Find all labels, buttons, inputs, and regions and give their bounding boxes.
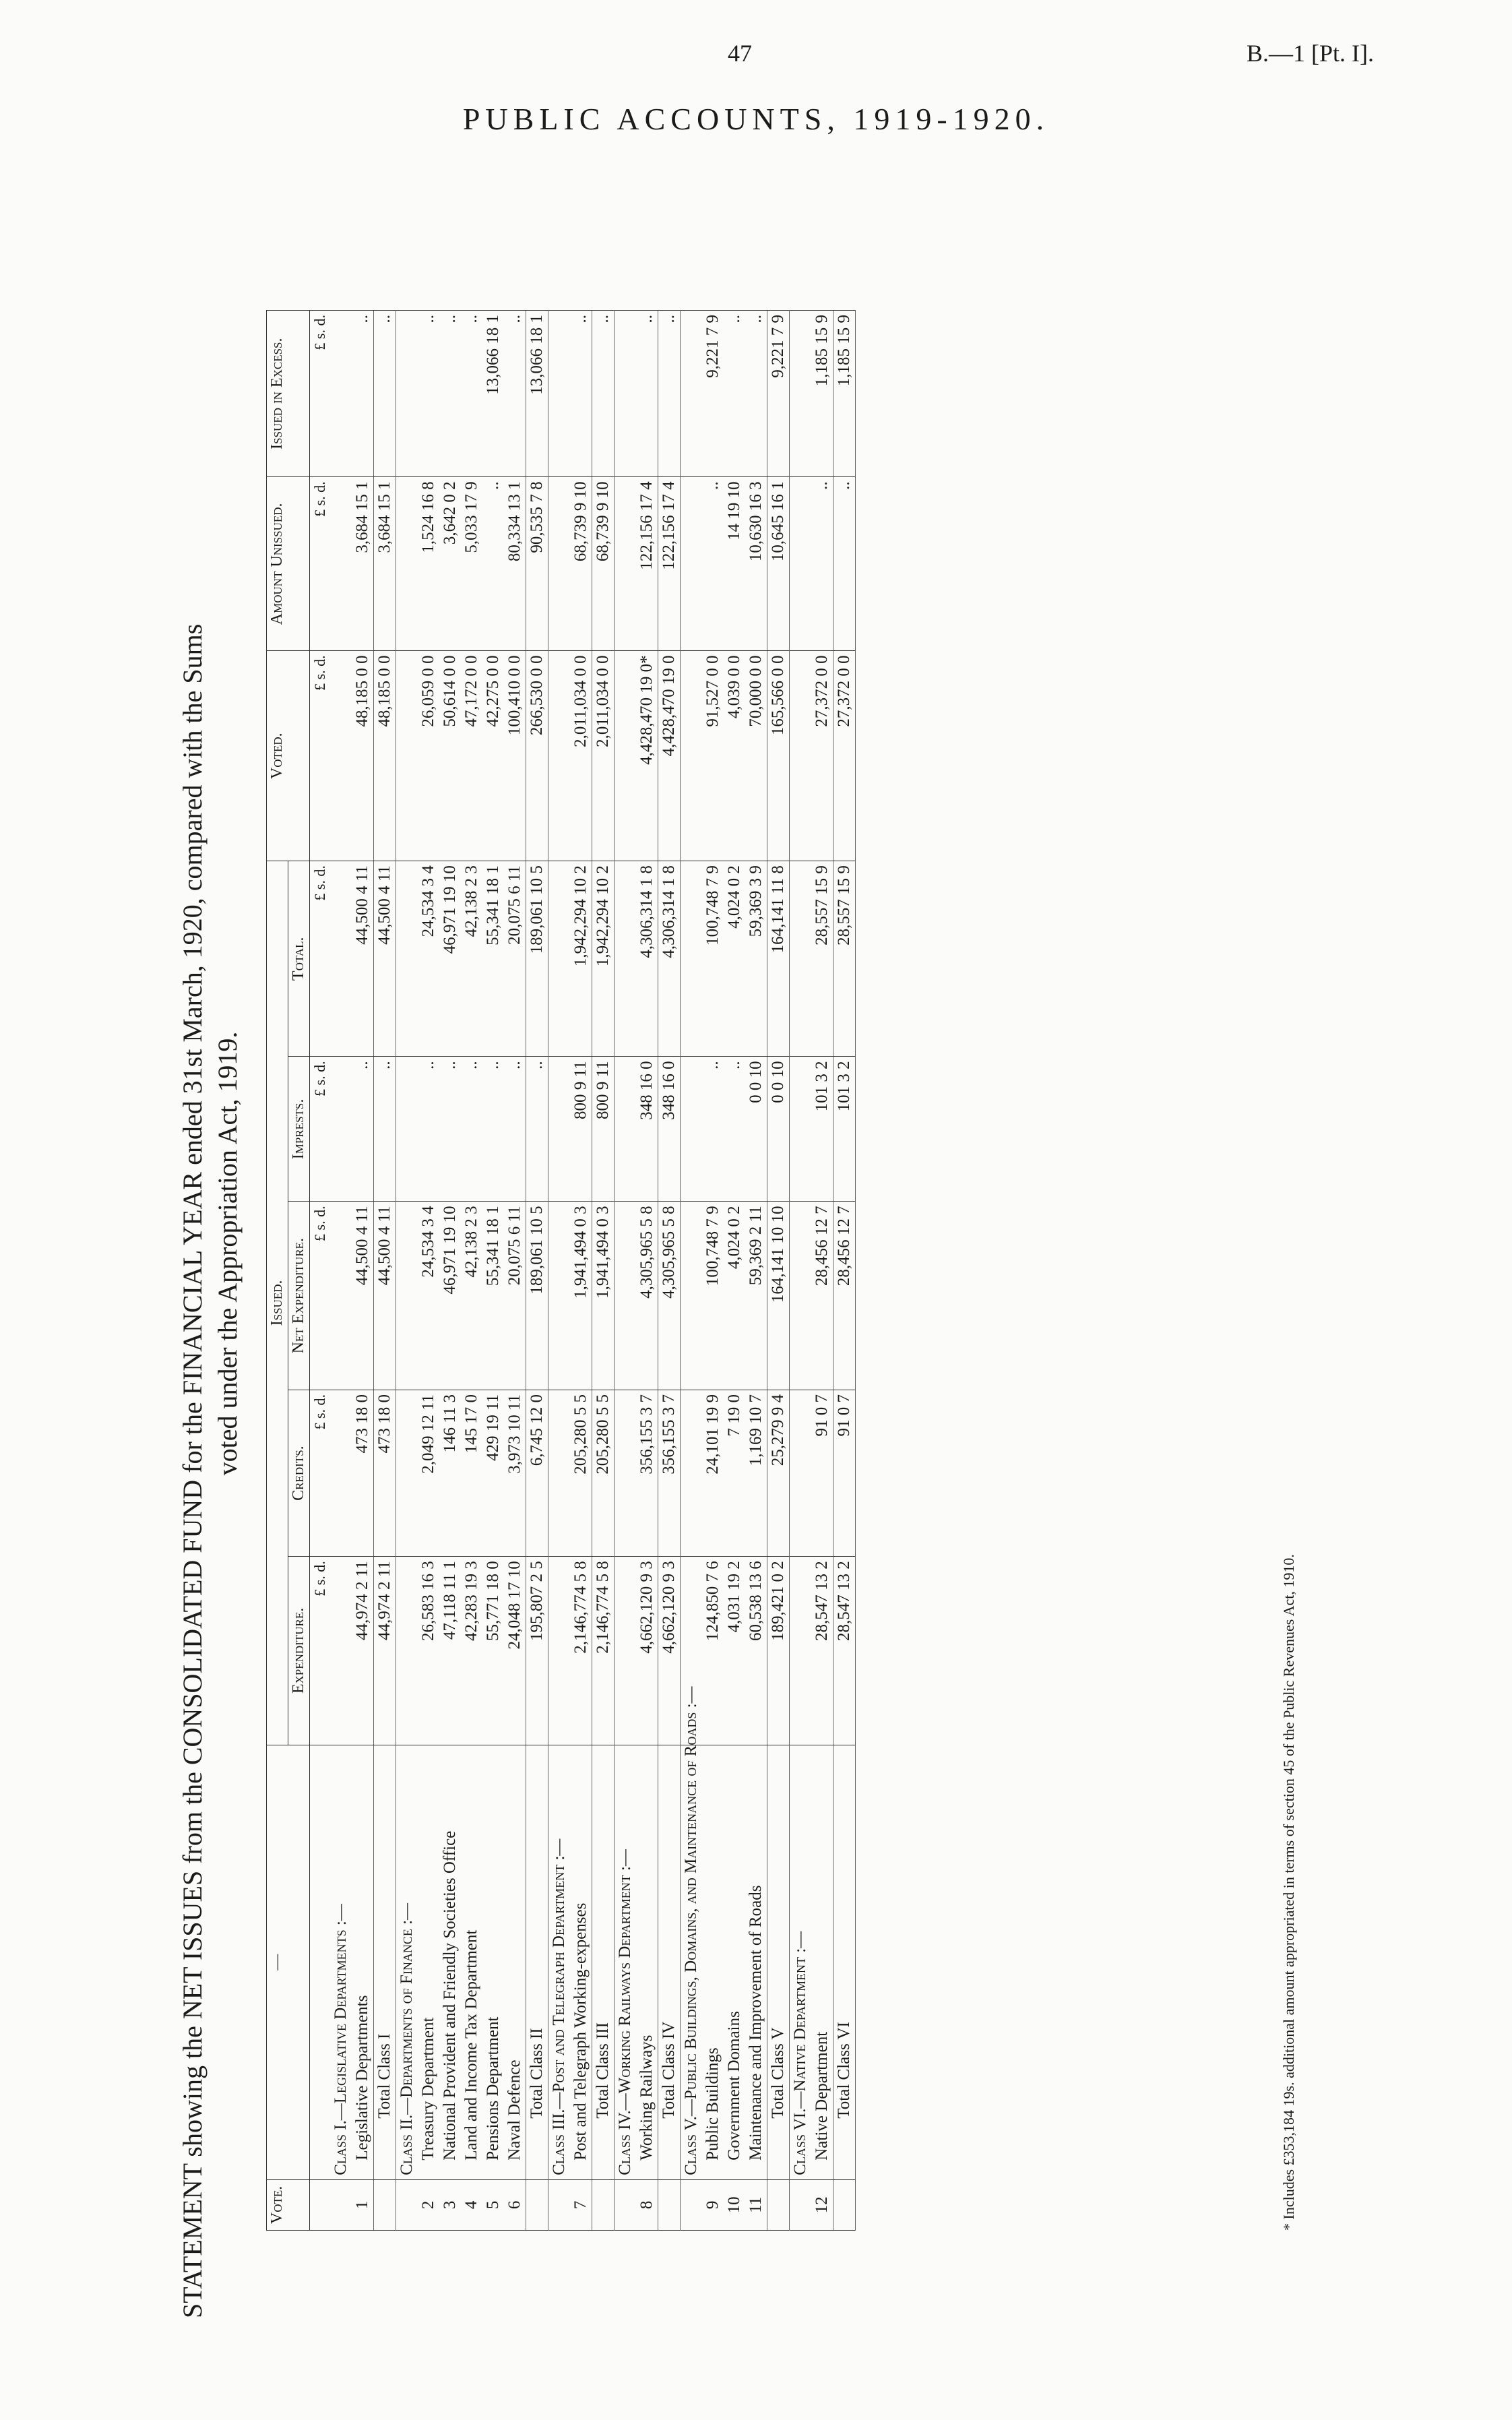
- col-issued: Issued.: [267, 861, 288, 1745]
- expenditure-cell: 4,031 19 2: [724, 1557, 745, 1745]
- imprests-cell: ..: [374, 1057, 396, 1202]
- expenditure-cell: 26,583 16 3: [418, 1557, 439, 1745]
- expenditure-cell: 4,662,120 9 3: [658, 1557, 681, 1745]
- total-cell: 46,971 19 10: [439, 861, 461, 1057]
- net-expenditure-cell: 28,456 12 7: [833, 1202, 856, 1390]
- vote-number: [658, 2179, 681, 2230]
- page-number: 47: [728, 40, 752, 67]
- empty-cell: [396, 311, 418, 477]
- voted-cell: 4,039 0 0: [724, 651, 745, 861]
- expenditure-cell: 47,118 11 1: [439, 1557, 461, 1745]
- expenditure-cell: 44,974 2 11: [374, 1557, 396, 1745]
- credits-cell: 356,155 3 7: [658, 1390, 681, 1556]
- credits-cell: 205,280 5 5: [570, 1390, 592, 1556]
- imprests-cell: 0 0 10: [767, 1057, 790, 1202]
- issued-in-excess-cell: ..: [724, 311, 745, 477]
- empty-cell: [396, 477, 418, 651]
- empty-cell: [681, 1390, 703, 1556]
- footnote: * Includes £353,184 19s. additional amount appropriated in terms of section 45 of the Public Revenues Act, 1910.: [1280, 1554, 1297, 2231]
- class-heading: Class V.—Public Buildings, Domains, and Maintenance of Roads :—: [681, 1745, 703, 2179]
- vote-row: [811, 311, 833, 2231]
- empty-cell: [681, 861, 703, 1057]
- total-cell: 55,341 18 1: [482, 861, 504, 1057]
- issued-in-excess-cell: ..: [504, 311, 526, 477]
- department-name: Post and Telegraph Working-expenses: [570, 1745, 592, 2179]
- amount-unissued-cell: ..: [482, 477, 504, 651]
- department-name: Treasury Department: [418, 1745, 439, 2179]
- total-cell: 4,306,314 1 8: [658, 861, 681, 1057]
- empty-cell: [615, 311, 637, 477]
- issued-in-excess-cell: 9,221 7 9: [767, 311, 790, 477]
- credits-cell: 473 18 0: [374, 1390, 396, 1556]
- col-total: Total.: [288, 861, 310, 1057]
- net-expenditure-cell: 55,341 18 1: [482, 1202, 504, 1390]
- amount-unissued-cell: 122,156 17 4: [636, 477, 658, 651]
- col-amount-unissued: Amount Unissued.: [267, 477, 310, 651]
- department-name: Land and Income Tax Department: [461, 1745, 482, 2179]
- class-heading: Class II.—Departments of Finance :—: [396, 1745, 418, 2179]
- department-name: Legislative Departments: [352, 1745, 374, 2179]
- empty-cell: [615, 861, 637, 1057]
- empty-cell: [330, 1390, 352, 1556]
- empty-cell: [681, 1202, 703, 1390]
- imprests-cell: ..: [724, 1057, 745, 1202]
- empty-cell: [330, 861, 352, 1057]
- empty-cell: [548, 1202, 571, 1390]
- issued-in-excess-cell: ..: [658, 311, 681, 477]
- class-heading-row: [681, 311, 703, 2231]
- total-label: Total Class III: [592, 1745, 615, 2179]
- amount-unissued-cell: 90,535 7 8: [526, 477, 548, 651]
- net-issues-table: [266, 310, 856, 2231]
- vote-cell: [396, 2179, 418, 2230]
- total-label: Total Class II: [526, 1745, 548, 2179]
- class-total-row: [592, 311, 615, 2231]
- issued-in-excess-cell: 13,066 18 1: [482, 311, 504, 477]
- vote-row: [352, 311, 374, 2231]
- voted-cell: 91,527 0 0: [702, 651, 724, 861]
- amount-unissued-cell: 1,524 16 8: [418, 477, 439, 651]
- amount-unissued-cell: 5,033 17 9: [461, 477, 482, 651]
- vote-number: 9: [702, 2179, 724, 2230]
- col-expenditure: Expenditure.: [288, 1557, 310, 1745]
- net-expenditure-cell: 100,748 7 9: [702, 1202, 724, 1390]
- department-name: Pensions Department: [482, 1745, 504, 2179]
- vote-number: [767, 2179, 790, 2230]
- amount-unissued-cell: 80,334 13 1: [504, 477, 526, 651]
- issued-in-excess-cell: ..: [745, 311, 767, 477]
- imprests-cell: 800 9 11: [570, 1057, 592, 1202]
- amount-unissued-cell: 3,684 15 1: [352, 477, 374, 651]
- issued-in-excess-cell: 1,185 15 9: [833, 311, 856, 477]
- statement-heading-line2: voted under the Appropriation Act, 1919.: [212, 1031, 243, 1476]
- class-heading: Class I.—Legislative Departments :—: [330, 1745, 352, 2179]
- class-total-row: [658, 311, 681, 2231]
- units-label: £ s. d.: [310, 651, 331, 861]
- department-name: Working Railways: [636, 1745, 658, 2179]
- statement-heading: [175, 189, 245, 2318]
- imprests-cell: ..: [526, 1057, 548, 1202]
- department-name: Maintenance and Improvement of Roads: [745, 1745, 767, 2179]
- total-cell: 1,942,294 10 2: [592, 861, 615, 1057]
- total-cell: 42,138 2 3: [461, 861, 482, 1057]
- credits-cell: 2,049 12 11: [418, 1390, 439, 1556]
- class-heading: Class VI.—Native Department :—: [790, 1745, 812, 2179]
- empty-cell: [548, 861, 571, 1057]
- imprests-cell: ..: [352, 1057, 374, 1202]
- voted-cell: 70,000 0 0: [745, 651, 767, 861]
- issued-in-excess-cell: ..: [439, 311, 461, 477]
- total-label: Total Class V: [767, 1745, 790, 2179]
- units-label: £ s. d.: [310, 477, 331, 651]
- vote-cell: [790, 2179, 812, 2230]
- class-total-row: [767, 311, 790, 2231]
- vote-number: 12: [811, 2179, 833, 2230]
- total-label: Total Class IV: [658, 1745, 681, 2179]
- total-cell: 4,024 0 2: [724, 861, 745, 1057]
- credits-cell: 6,745 12 0: [526, 1390, 548, 1556]
- amount-unissued-cell: 14 19 10: [724, 477, 745, 651]
- empty-cell: [396, 1057, 418, 1202]
- expenditure-cell: 55,771 18 0: [482, 1557, 504, 1745]
- class-heading-row: [396, 311, 418, 2231]
- units-label: £ s. d.: [310, 861, 331, 1057]
- voted-cell: 2,011,034 0 0: [592, 651, 615, 861]
- total-cell: 1,942,294 10 2: [570, 861, 592, 1057]
- col-vote: Vote.: [267, 2179, 310, 2230]
- total-cell: 189,061 10 5: [526, 861, 548, 1057]
- net-expenditure-cell: 1,941,494 0 3: [570, 1202, 592, 1390]
- credits-cell: 91 0 7: [811, 1390, 833, 1556]
- voted-cell: 50,614 0 0: [439, 651, 461, 861]
- voted-cell: 48,185 0 0: [352, 651, 374, 861]
- voted-cell: 48,185 0 0: [374, 651, 396, 861]
- credits-cell: 473 18 0: [352, 1390, 374, 1556]
- empty-cell: [681, 1057, 703, 1202]
- net-expenditure-cell: 4,305,965 5 8: [658, 1202, 681, 1390]
- net-expenditure-cell: 164,141 10 10: [767, 1202, 790, 1390]
- vote-number: 8: [636, 2179, 658, 2230]
- voted-cell: 47,172 0 0: [461, 651, 482, 861]
- empty-cell: [548, 651, 571, 861]
- credits-cell: 146 11 3: [439, 1390, 461, 1556]
- units-label: £ s. d.: [310, 311, 331, 477]
- class-heading: Class IV.—Working Railways Department :—: [615, 1745, 637, 2179]
- empty-cell: [330, 1057, 352, 1202]
- issued-in-excess-cell: ..: [636, 311, 658, 477]
- empty-cell: [615, 651, 637, 861]
- empty-cell: [681, 477, 703, 651]
- vote-row: [570, 311, 592, 2231]
- net-expenditure-cell: 42,138 2 3: [461, 1202, 482, 1390]
- issued-in-excess-cell: 1,185 15 9: [811, 311, 833, 477]
- voted-cell: 4,428,470 19 0*: [636, 651, 658, 861]
- net-expenditure-cell: 44,500 4 11: [374, 1202, 396, 1390]
- units-label: £ s. d.: [310, 1557, 331, 1745]
- col-blank: —: [267, 1745, 310, 2179]
- empty-cell: [330, 1557, 352, 1745]
- expenditure-cell: 28,547 13 2: [833, 1557, 856, 1745]
- class-heading-row: [548, 311, 571, 2231]
- col-issued-in-excess: Issued in Excess.: [267, 311, 310, 477]
- units-label: £ s. d.: [310, 1390, 331, 1556]
- amount-unissued-cell: ..: [833, 477, 856, 651]
- imprests-cell: ..: [482, 1057, 504, 1202]
- imprests-cell: ..: [461, 1057, 482, 1202]
- vote-number: 1: [352, 2179, 374, 2230]
- empty-cell: [548, 311, 571, 477]
- expenditure-cell: 195,807 2 5: [526, 1557, 548, 1745]
- amount-unissued-cell: 10,645 16 1: [767, 477, 790, 651]
- credits-cell: 3,973 10 11: [504, 1390, 526, 1556]
- expenditure-cell: 42,283 19 3: [461, 1557, 482, 1745]
- total-cell: 100,748 7 9: [702, 861, 724, 1057]
- total-label: Total Class VI: [833, 1745, 856, 2179]
- voted-cell: 165,566 0 0: [767, 651, 790, 861]
- credits-cell: 145 17 0: [461, 1390, 482, 1556]
- issued-in-excess-cell: ..: [592, 311, 615, 477]
- vote-row: [482, 311, 504, 2231]
- voted-cell: 266,530 0 0: [526, 651, 548, 861]
- units-label: £ s. d.: [310, 1057, 331, 1202]
- expenditure-cell: 189,421 0 2: [767, 1557, 790, 1745]
- empty-cell: [790, 1390, 812, 1556]
- empty-cell: [790, 1057, 812, 1202]
- imprests-cell: ..: [418, 1057, 439, 1202]
- expenditure-cell: 2,146,774 5 8: [570, 1557, 592, 1745]
- net-expenditure-cell: 46,971 19 10: [439, 1202, 461, 1390]
- expenditure-cell: 124,850 7 6: [702, 1557, 724, 1745]
- class-total-row: [374, 311, 396, 2231]
- vote-number: 10: [724, 2179, 745, 2230]
- statement-heading-line1: STATEMENT showing the NET ISSUES from the CONSOLIDATED FUND for the FINANCIAL YEAR ended 31st March, 1920, compared with the Sums: [177, 623, 208, 2318]
- credits-cell: 24,101 19 9: [702, 1390, 724, 1556]
- expenditure-cell: 44,974 2 11: [352, 1557, 374, 1745]
- imprests-cell: 348 16 0: [658, 1057, 681, 1202]
- issued-in-excess-cell: ..: [418, 311, 439, 477]
- expenditure-cell: 28,547 13 2: [811, 1557, 833, 1745]
- credits-cell: 429 19 11: [482, 1390, 504, 1556]
- vote-cell: [548, 2179, 571, 2230]
- col-imprests: Imprests.: [288, 1057, 310, 1202]
- empty-cell: [330, 1202, 352, 1390]
- vote-number: 6: [504, 2179, 526, 2230]
- net-expenditure-cell: 4,024 0 2: [724, 1202, 745, 1390]
- imprests-cell: 101 3 2: [833, 1057, 856, 1202]
- table-body: [310, 311, 856, 2231]
- empty-cell: [548, 1057, 571, 1202]
- imprests-cell: ..: [504, 1057, 526, 1202]
- empty-cell: [790, 1202, 812, 1390]
- vote-row: [461, 311, 482, 2231]
- vote-number: 3: [439, 2179, 461, 2230]
- empty-cell: [396, 1390, 418, 1556]
- voted-cell: 2,011,034 0 0: [570, 651, 592, 861]
- credits-cell: 91 0 7: [833, 1390, 856, 1556]
- credits-cell: 356,155 3 7: [636, 1390, 658, 1556]
- vote-number: 7: [570, 2179, 592, 2230]
- empty-cell: [548, 1390, 571, 1556]
- amount-unissued-cell: 3,684 15 1: [374, 477, 396, 651]
- vote-row: [418, 311, 439, 2231]
- imprests-cell: 348 16 0: [636, 1057, 658, 1202]
- imprests-cell: ..: [439, 1057, 461, 1202]
- empty-cell: [396, 1557, 418, 1745]
- vote-number: [833, 2179, 856, 2230]
- empty-cell: [790, 651, 812, 861]
- class-total-row: [833, 311, 856, 2231]
- total-cell: 44,500 4 11: [352, 861, 374, 1057]
- expenditure-cell: 2,146,774 5 8: [592, 1557, 615, 1745]
- net-expenditure-cell: 189,061 10 5: [526, 1202, 548, 1390]
- net-expenditure-cell: 28,456 12 7: [811, 1202, 833, 1390]
- issued-in-excess-cell: ..: [374, 311, 396, 477]
- total-cell: 59,369 3 9: [745, 861, 767, 1057]
- amount-unissued-cell: ..: [702, 477, 724, 651]
- department-name: Naval Defence: [504, 1745, 526, 2179]
- class-heading: Class III.—Post and Telegraph Department :—: [548, 1745, 571, 2179]
- amount-unissued-cell: 10,630 16 3: [745, 477, 767, 651]
- empty-cell: [681, 651, 703, 861]
- empty-cell: [790, 311, 812, 477]
- empty-cell: [548, 1557, 571, 1745]
- total-cell: 4,306,314 1 8: [636, 861, 658, 1057]
- imprests-cell: 0 0 10: [745, 1057, 767, 1202]
- units-label: £ s. d.: [310, 1202, 331, 1390]
- total-cell: 20,075 6 11: [504, 861, 526, 1057]
- imprests-cell: ..: [702, 1057, 724, 1202]
- voted-cell: 4,428,470 19 0: [658, 651, 681, 861]
- expenditure-cell: 4,662,120 9 3: [636, 1557, 658, 1745]
- credits-cell: 25,279 9 4: [767, 1390, 790, 1556]
- voted-cell: 26,059 0 0: [418, 651, 439, 861]
- empty-cell: [790, 1557, 812, 1745]
- net-expenditure-cell: 4,305,965 5 8: [636, 1202, 658, 1390]
- net-expenditure-cell: 44,500 4 11: [352, 1202, 374, 1390]
- empty-cell: [681, 311, 703, 477]
- empty-cell: [330, 477, 352, 651]
- net-expenditure-cell: 20,075 6 11: [504, 1202, 526, 1390]
- total-cell: 44,500 4 11: [374, 861, 396, 1057]
- vote-number: [374, 2179, 396, 2230]
- empty-cell: [790, 861, 812, 1057]
- vote-row: [745, 311, 767, 2231]
- total-cell: 24,534 3 4: [418, 861, 439, 1057]
- vote-row: [504, 311, 526, 2231]
- statement-rotated-block: [175, 189, 1334, 2318]
- vote-number: 2: [418, 2179, 439, 2230]
- vote-number: 11: [745, 2179, 767, 2230]
- empty-cell: [396, 861, 418, 1057]
- class-total-row: [526, 311, 548, 2231]
- vote-row: [724, 311, 745, 2231]
- voted-cell: 27,372 0 0: [811, 651, 833, 861]
- empty-cell: [396, 1202, 418, 1390]
- amount-unissued-cell: ..: [811, 477, 833, 651]
- empty-cell: [790, 477, 812, 651]
- vote-number: [592, 2179, 615, 2230]
- col-voted: Voted.: [267, 651, 310, 861]
- empty-cell: [396, 651, 418, 861]
- empty-cell: [615, 1057, 637, 1202]
- empty-cell: [615, 1202, 637, 1390]
- class-heading-row: [790, 311, 812, 2231]
- issued-in-excess-cell: ..: [570, 311, 592, 477]
- class-heading-row: [615, 311, 637, 2231]
- col-credits: Credits.: [288, 1390, 310, 1556]
- issued-in-excess-cell: ..: [461, 311, 482, 477]
- voted-cell: 27,372 0 0: [833, 651, 856, 861]
- empty-cell: [548, 477, 571, 651]
- vote-row: [702, 311, 724, 2231]
- amount-unissued-cell: 68,739 9 10: [592, 477, 615, 651]
- total-cell: 28,557 15 9: [811, 861, 833, 1057]
- amount-unissued-cell: 3,642 0 2: [439, 477, 461, 651]
- vote-cell: [615, 2179, 637, 2230]
- net-expenditure-cell: 24,534 3 4: [418, 1202, 439, 1390]
- vote-cell: [330, 2179, 352, 2230]
- empty-cell: [615, 1557, 637, 1745]
- credits-cell: 1,169 10 7: [745, 1390, 767, 1556]
- department-name: Native Department: [811, 1745, 833, 2179]
- voted-cell: 100,410 0 0: [504, 651, 526, 861]
- vote-row: [439, 311, 461, 2231]
- amount-unissued-cell: 68,739 9 10: [570, 477, 592, 651]
- imprests-cell: 800 9 11: [592, 1057, 615, 1202]
- document-reference: B.—1 [Pt. I].: [1247, 40, 1374, 67]
- total-cell: 28,557 15 9: [833, 861, 856, 1057]
- department-name: National Provident and Friendly Societies Office: [439, 1745, 461, 2179]
- credits-cell: 205,280 5 5: [592, 1390, 615, 1556]
- department-name: Public Buildings: [702, 1745, 724, 2179]
- net-expenditure-cell: 59,369 2 11: [745, 1202, 767, 1390]
- vote-number: 4: [461, 2179, 482, 2230]
- empty-cell: [615, 1390, 637, 1556]
- empty-cell: [330, 651, 352, 861]
- credits-cell: 7 19 0: [724, 1390, 745, 1556]
- total-cell: 164,141 11 8: [767, 861, 790, 1057]
- empty-cell: [615, 477, 637, 651]
- issued-in-excess-cell: ..: [352, 311, 374, 477]
- vote-number: [526, 2179, 548, 2230]
- empty-cell: [330, 311, 352, 477]
- voted-cell: 42,275 0 0: [482, 651, 504, 861]
- col-net-expenditure: Net Expenditure.: [288, 1202, 310, 1390]
- vote-row: [636, 311, 658, 2231]
- vote-cell: [681, 2179, 703, 2230]
- amount-unissued-cell: 122,156 17 4: [658, 477, 681, 651]
- net-expenditure-cell: 1,941,494 0 3: [592, 1202, 615, 1390]
- issued-in-excess-cell: 13,066 18 1: [526, 311, 548, 477]
- expenditure-cell: 60,538 13 6: [745, 1557, 767, 1745]
- imprests-cell: 101 3 2: [811, 1057, 833, 1202]
- issued-in-excess-cell: 9,221 7 9: [702, 311, 724, 477]
- expenditure-cell: 24,048 17 10: [504, 1557, 526, 1745]
- units-row: [310, 311, 331, 2231]
- department-name: Government Domains: [724, 1745, 745, 2179]
- class-heading-row: [330, 311, 352, 2231]
- total-label: Total Class I: [374, 1745, 396, 2179]
- vote-number: 5: [482, 2179, 504, 2230]
- page-title: PUBLIC ACCOUNTS, 1919-1920.: [462, 102, 1050, 136]
